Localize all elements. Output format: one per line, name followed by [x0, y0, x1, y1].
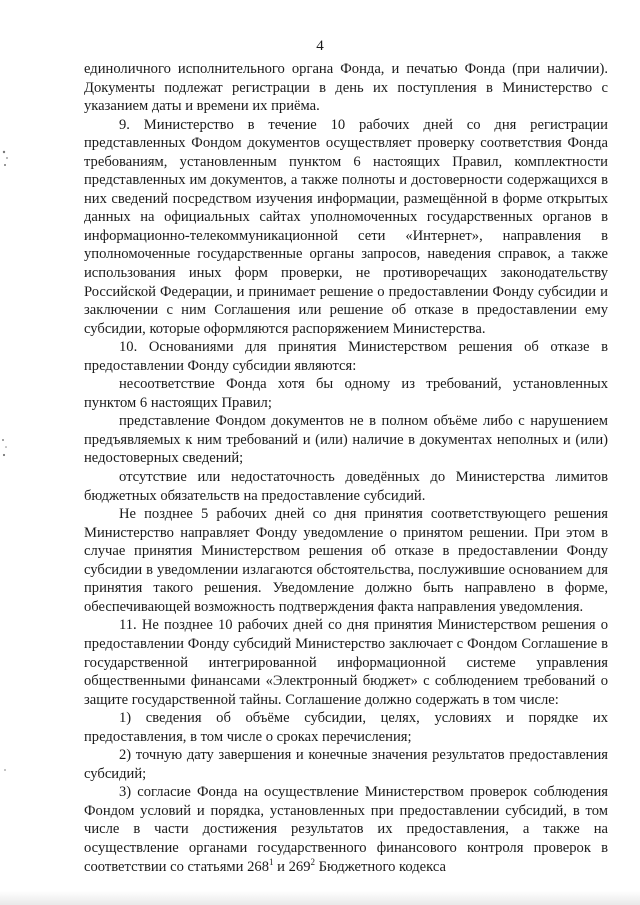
paragraph: 9. Министерство в течение 10 рабочих дней со дня регистрации представленных Фондом документов осуществляет проверку соответствия Фонда требованиям, установленным пунктом 6 настоящих Правил, комплектности представленных им документов, а также полноты и достоверности содержащихся в них сведений посредством изучения информации, размещённой в форме открытых данных на официальных сайтах уполномоченных государственных органов в информационно-телекоммуникационной сети «Интернет», направления в уполномоченные государственные органы запросов, наведения справок, а также использования иных форм проверки, не противоречащих законодательству Российской Федерации, и принимает решение о предоставлении Фонду субсидии и заключении с ним Соглашения или решение об отказе в предоставлении ему субсидии, которые оформляются распоряжением Министерства. — [84, 116, 608, 337]
paragraph-text: и 269 — [273, 858, 311, 875]
scan-bottom-edge — [0, 891, 640, 905]
paragraph-last — [84, 783, 608, 876]
paragraph: Не позднее 5 рабочих дней со дня принятия соответствующего решения Министерство направляет Фонду уведомление о принятом решении. При этом в случае принятия Министерством решения об отказе в предоставлении Фонду субсидии в уведомлении излагаются обстоятельства, послужившие основанием для принятия такого решения. Уведомление должно быть направлено в форме, обеспечивающей возможность подтверждения факта направления уведомления. — [84, 506, 608, 615]
paragraph: 10. Основаниями для принятия Министерством решения об отказе в предоставлении Фонду субсидии являются: — [84, 339, 608, 374]
page-number: 4 — [316, 38, 324, 54]
paragraph: 1) сведения об объёме субсидии, целях, условиях и порядке их предоставления, в том числе о сроках перечисления; — [84, 710, 608, 745]
paragraph: 11. Не позднее 10 рабочих дней со дня принятия Министерством решения о предоставлении Фонду субсидий Министерство заключает с Фондом Соглашение в государственной интегрированной информационной системе управления общественными финансами «Электронный бюджет» с соблюдением требований о защите государственной тайны. Соглашение должно содержать в том числе: — [84, 617, 608, 708]
document-body — [84, 60, 608, 876]
paragraph-text: 3) согласие Фонда на осуществление Министерством проверок соблюдения Фондом условий и порядка, установленных при предоставлении субсидий, в том числе в части достижения результатов их предоставления, а также на осуществление органами государственного финансового контроля проверок в соответствии со статьями 268 — [84, 784, 608, 875]
superscript: 2 — [310, 856, 315, 867]
paragraph: представление Фондом документов не в полном объёме либо с нарушением предъявляемых к ним требований и (или) наличие в документах неполных и (или) недостоверных сведений; — [84, 413, 608, 467]
superscript: 1 — [269, 856, 274, 867]
paragraph-text: Бюджетного кодекса — [315, 858, 447, 875]
paragraph: отсутствие или недостаточность доведённых до Министерства лимитов бюджетных обязательств на предоставление субсидий. — [84, 469, 608, 504]
paragraph: 2) точную дату завершения и конечные значения результатов предоставления субсидий; — [84, 747, 608, 782]
paragraph: единоличного исполнительного органа Фонда, и печатью Фонда (при наличии). Документы подлежат регистрации в день их поступления в Министерство с указанием даты и времени их приёма. — [84, 61, 608, 115]
scan-margin-marks — [0, 0, 20, 905]
paragraph: несоответствие Фонда хотя бы одному из требований, установленных пунктом 6 настоящих Правил; — [84, 376, 608, 411]
